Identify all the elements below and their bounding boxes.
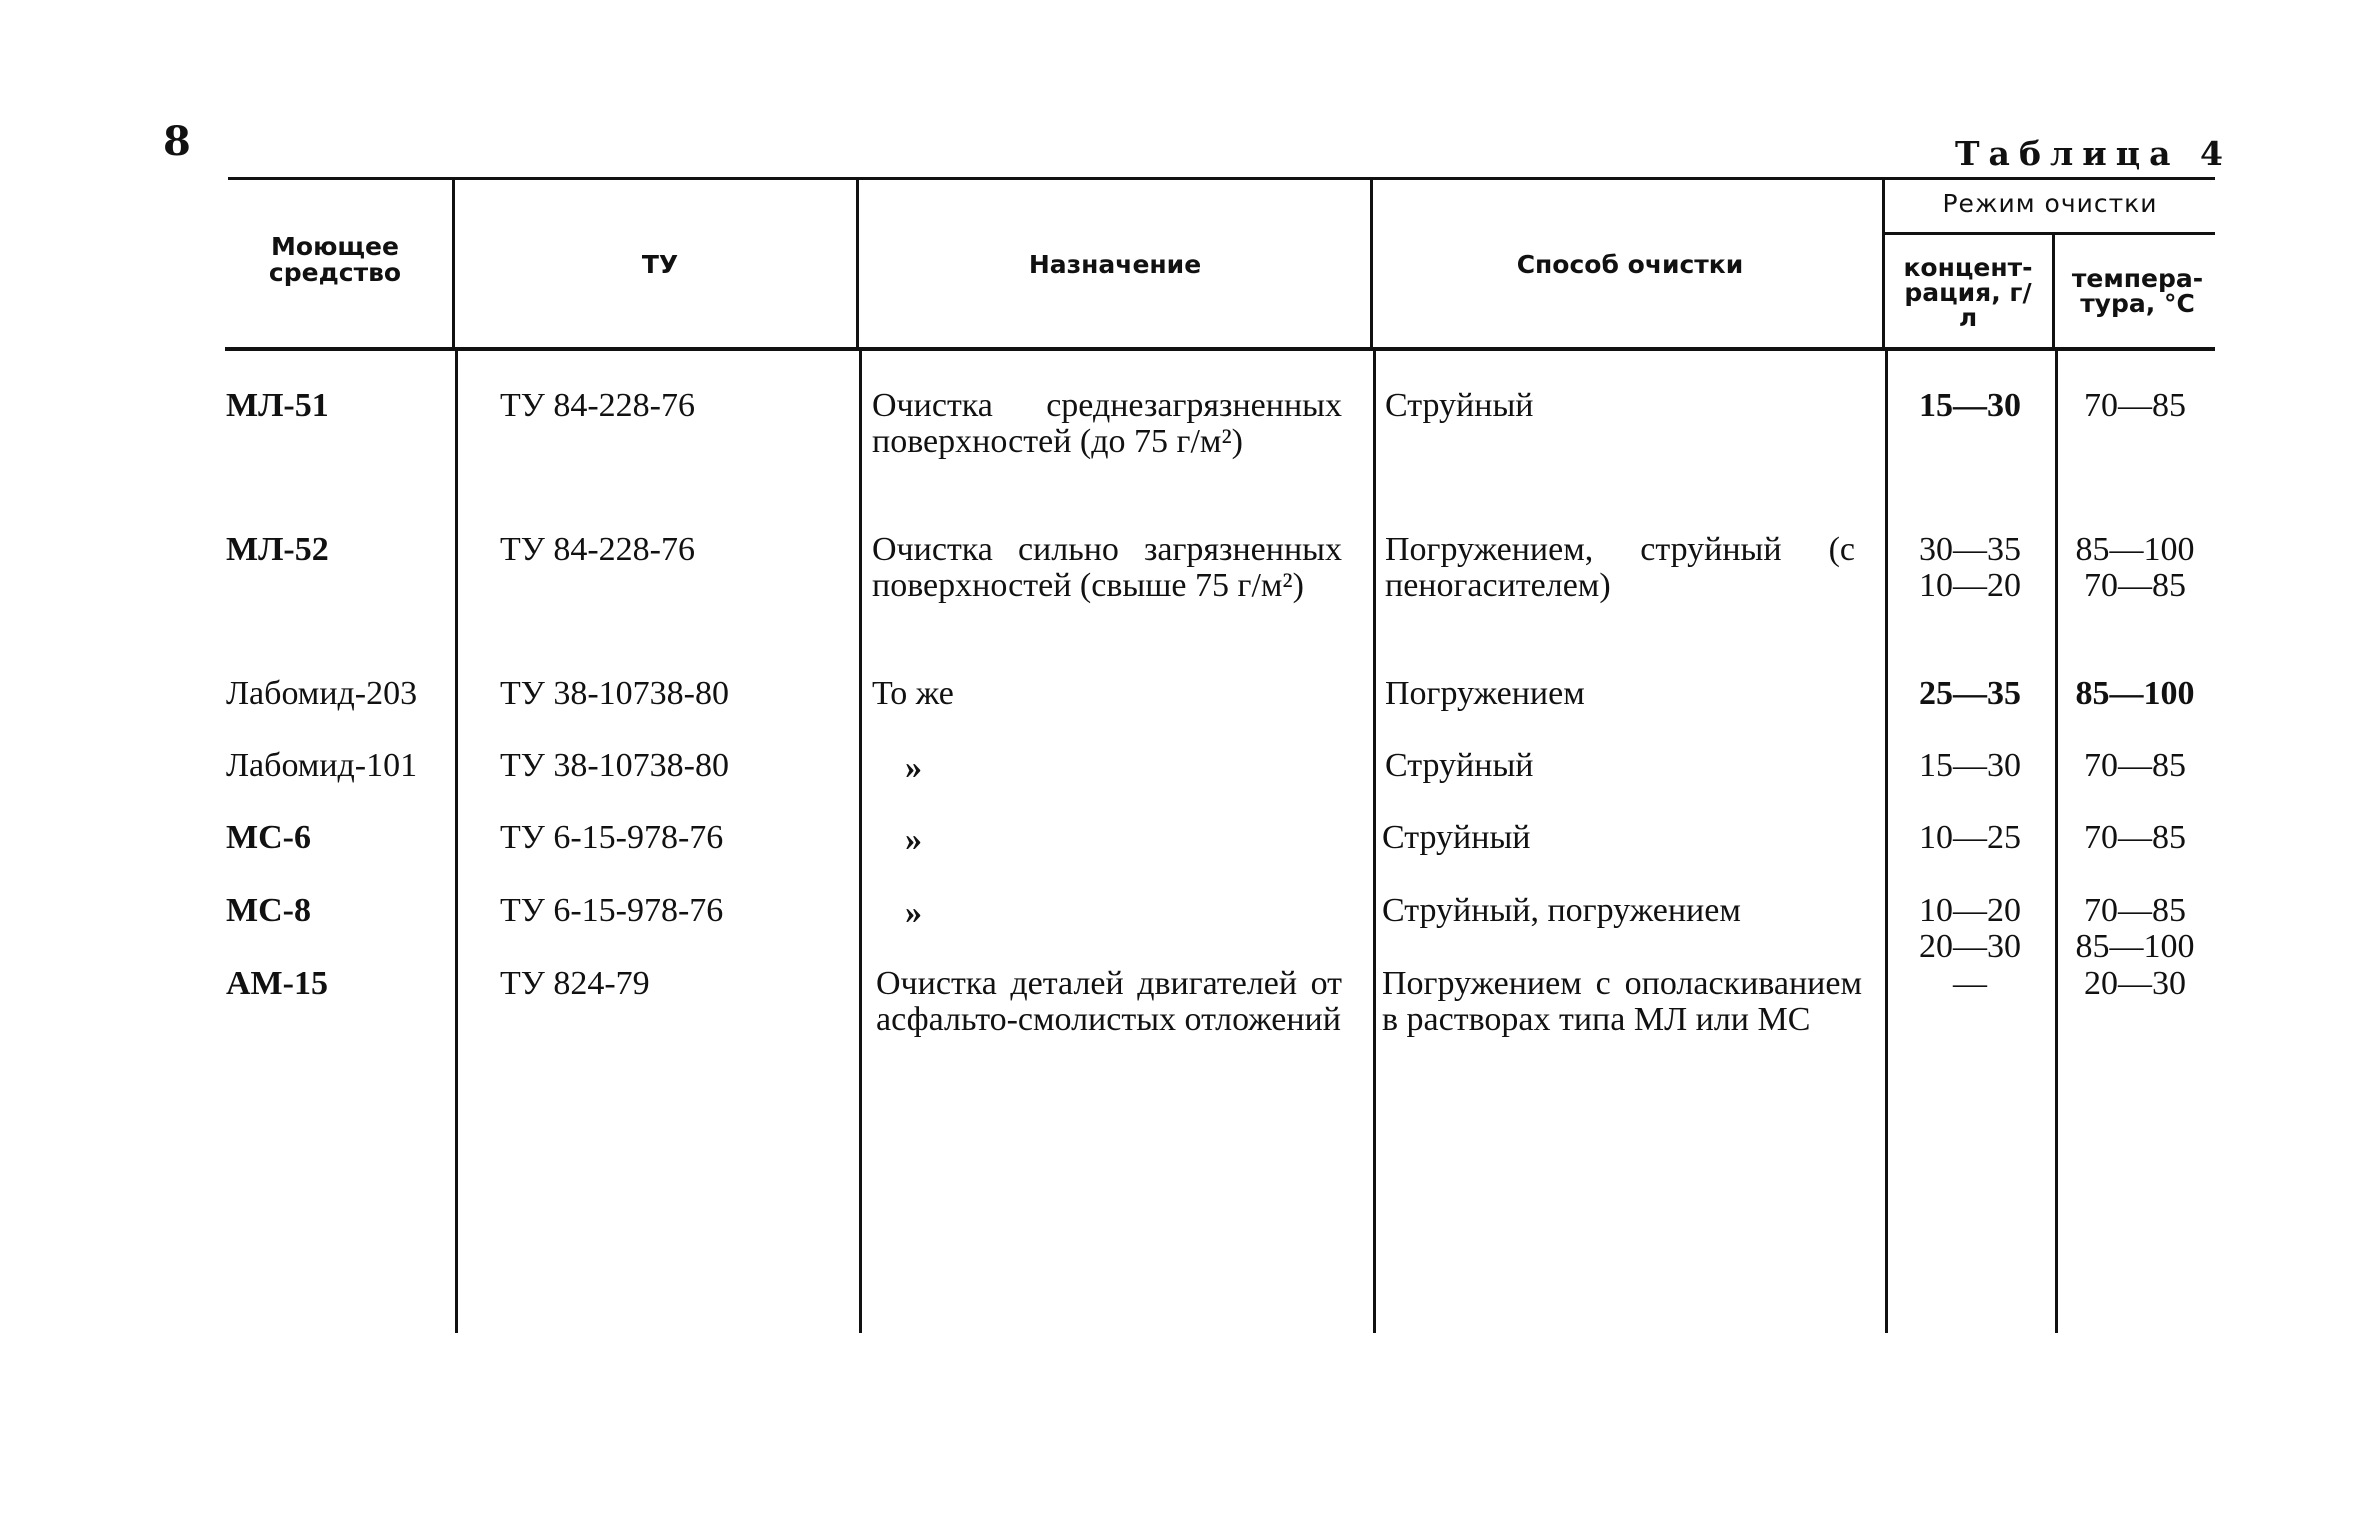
row4-method: Струйный xyxy=(1385,747,1534,784)
row6-temperature: 70—85 85—100 xyxy=(2075,892,2195,965)
row2-agent: МЛ-52 xyxy=(226,531,329,568)
header-purpose: Назначение xyxy=(1028,250,1202,279)
row2-tu: ТУ 84-228-76 xyxy=(500,531,695,568)
row4-concentration: 15—30 xyxy=(1919,747,2021,784)
column-divider-3-body xyxy=(1373,351,1376,1333)
row3-tu: ТУ 38-10738-80 xyxy=(500,675,729,712)
row4-temperature: 70—85 xyxy=(2084,747,2186,784)
row2-concentration: 30—35 10—20 xyxy=(1919,531,2021,604)
row4-purpose-ditto: » xyxy=(905,749,922,786)
row6-concentration: 10—20 20—30 xyxy=(1919,892,2021,965)
column-divider-5-body xyxy=(2055,351,2058,1333)
column-divider-4-body xyxy=(1885,351,1888,1333)
column-divider-5 xyxy=(2052,235,2055,347)
header-bottom-rule xyxy=(225,347,2215,351)
column-divider-4 xyxy=(1882,180,1885,347)
row5-temperature: 70—85 xyxy=(2084,819,2186,856)
column-divider-1 xyxy=(452,180,455,347)
column-divider-3 xyxy=(1370,180,1373,347)
row3-agent: Лабомид-203 xyxy=(226,675,418,712)
row3-temperature: 85—100 xyxy=(2075,675,2195,712)
row7-temperature: 20—30 xyxy=(2084,965,2186,1002)
row7-agent: АМ-15 xyxy=(226,965,328,1002)
header-temperature: темпера-тура, °С xyxy=(2071,264,2204,318)
row7-tu: ТУ 824-79 xyxy=(500,965,650,1002)
row3-method: Погружением xyxy=(1385,675,1585,712)
row5-tu: ТУ 6-15-978-76 xyxy=(500,819,724,856)
header-method: Способ очистки xyxy=(1516,250,1744,279)
header-concentration: концент-рация, г/л xyxy=(1903,253,2033,332)
row2-temperature: 85—100 70—85 xyxy=(2075,531,2195,604)
column-divider-1-body xyxy=(455,351,458,1333)
row7-purpose: Очистка деталей двигателей от асфальто-смолистых отложений xyxy=(876,965,1342,1038)
row1-purpose: Очистка среднезагрязненных поверхностей (до 75 г/м²) xyxy=(872,387,1342,460)
row1-temperature: 70—85 xyxy=(2084,387,2186,424)
row5-purpose-ditto: » xyxy=(905,821,922,858)
row6-purpose-ditto: » xyxy=(905,894,922,931)
row5-concentration: 10—25 xyxy=(1919,819,2021,856)
page-number: 8 xyxy=(163,118,191,165)
row5-agent: МС-6 xyxy=(226,819,311,856)
row4-tu: ТУ 38-10738-80 xyxy=(500,747,729,784)
header-agent: Моющее средство xyxy=(268,232,402,287)
row6-method: Струйный, погружением xyxy=(1382,892,1741,929)
header-tu: ТУ xyxy=(641,250,679,279)
row5-method: Струйный xyxy=(1382,819,1531,856)
column-divider-2-body xyxy=(859,351,862,1333)
row4-agent: Лабомид-101 xyxy=(226,747,418,784)
row6-agent: МС-8 xyxy=(226,892,311,929)
header-mode: Режим очистки xyxy=(1942,189,2158,218)
column-divider-2 xyxy=(856,180,859,347)
row7-method: Погружением с ополаскиванием в растворах типа МЛ или МС xyxy=(1382,965,1862,1038)
row2-method: Погружением, струйный (с пеногасителем) xyxy=(1385,531,1855,604)
table-top-rule xyxy=(228,177,2215,180)
row3-concentration: 25—35 xyxy=(1919,675,2021,712)
row3-purpose: То же xyxy=(872,675,954,712)
row2-purpose: Очистка сильно загрязненных поверхностей (свыше 75 г/м²) xyxy=(872,531,1342,604)
row1-method: Струйный xyxy=(1385,387,1534,424)
row7-concentration: — xyxy=(1953,965,1987,1002)
row1-tu: ТУ 84-228-76 xyxy=(500,387,695,424)
row1-agent: МЛ-51 xyxy=(226,387,329,424)
row1-concentration: 15—30 xyxy=(1919,387,2021,424)
row6-tu: ТУ 6-15-978-76 xyxy=(500,892,724,929)
mode-subheader-rule xyxy=(1885,232,2215,235)
table-title: Таблица 4 xyxy=(1955,134,2232,173)
